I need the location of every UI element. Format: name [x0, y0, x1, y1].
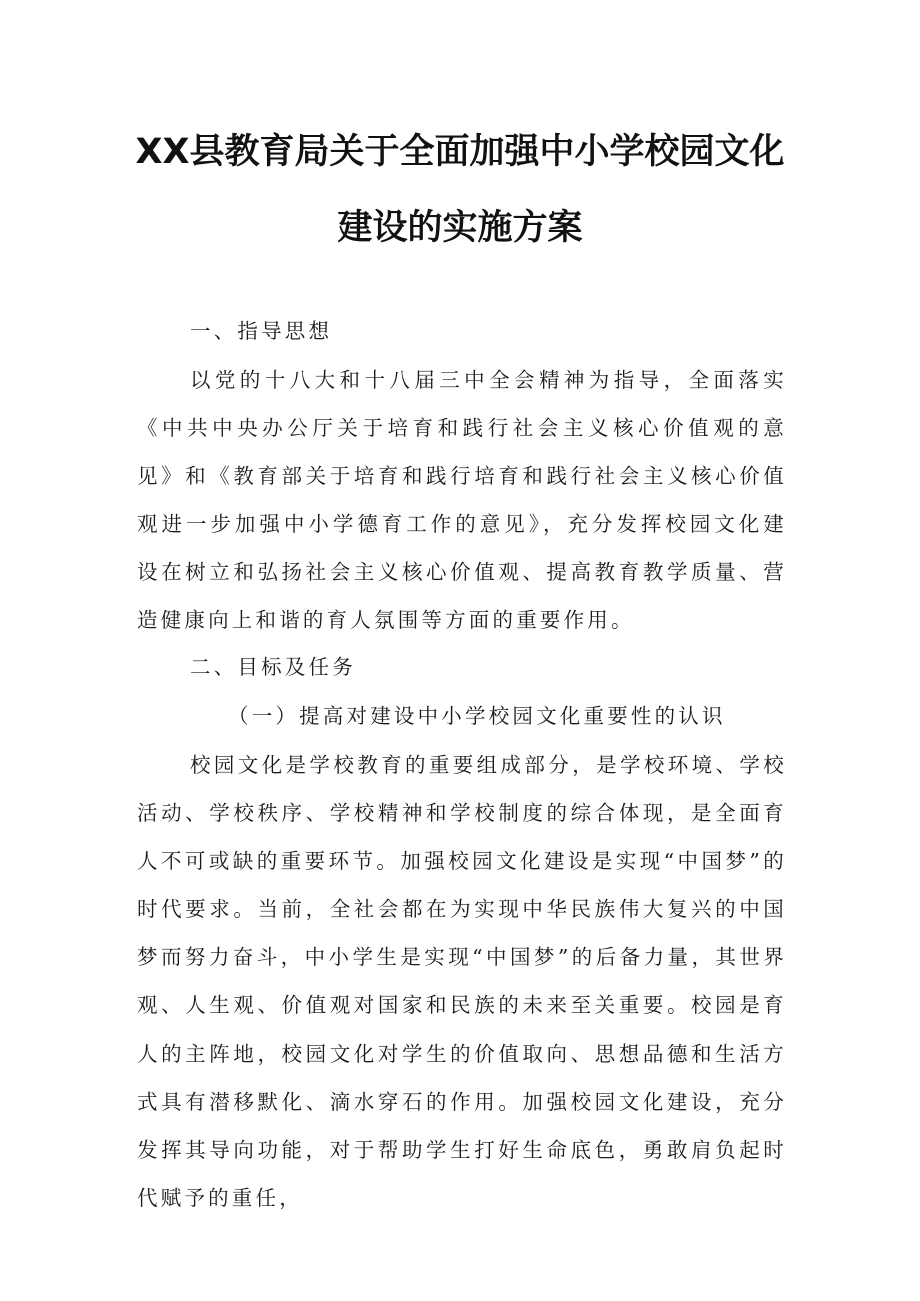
section-paragraph-guiding-ideology: 以党的十八大和十八届三中全会精神为指导，全面落实《中共中央办公厅关于培育和践行社会主义核心价值观的意见》和《教育部关于培育和践行培育和践行社会主义核心价值观进一步加强中小学德育工作的意见》，充分发挥校园文化建设在树立和弘扬社会主义核心价值观、提高教育教学质量、营造健康向上和谐的育人氛围等方面的重要作用。 — [137, 368, 787, 633]
document-title-line-2: 建设的实施方案 — [337, 208, 583, 248]
section-heading-goals-tasks: 二、目标及任务 — [190, 655, 356, 679]
subsection-paragraph-importance: 校园文化是学校教育的重要组成部分，是学校环境、学校活动、学校秩序、学校精神和学校制度的综合体现，是全面育人不可或缺的重要环节。加强校园文化建设是实现“中国梦”的时代要求。当前，全社会都在为实现中华民族伟大复兴的中国梦而努力奋斗，中小学生是实现“中国梦”的后备力量，其世界观、人生观、价值观对国家和民族的未来至关重要。校园是育人的主阵地，校园文化对学生的价值取向、思想品德和生活方式具有潜移默化、滴水穿石的作用。加强校园文化建设，充分发挥其导向功能，对于帮助学生打好生命底色，勇敢肩负起时代赋予的重任， — [137, 753, 787, 1210]
document-title-line-1: XX县教育局关于全面加强中小学校园文化 — [135, 132, 785, 172]
subsection-heading-importance: （一）提高对建设中小学校园文化重要性的认识 — [228, 704, 726, 728]
section-heading-guiding-ideology: 一、指导思想 — [190, 319, 333, 343]
